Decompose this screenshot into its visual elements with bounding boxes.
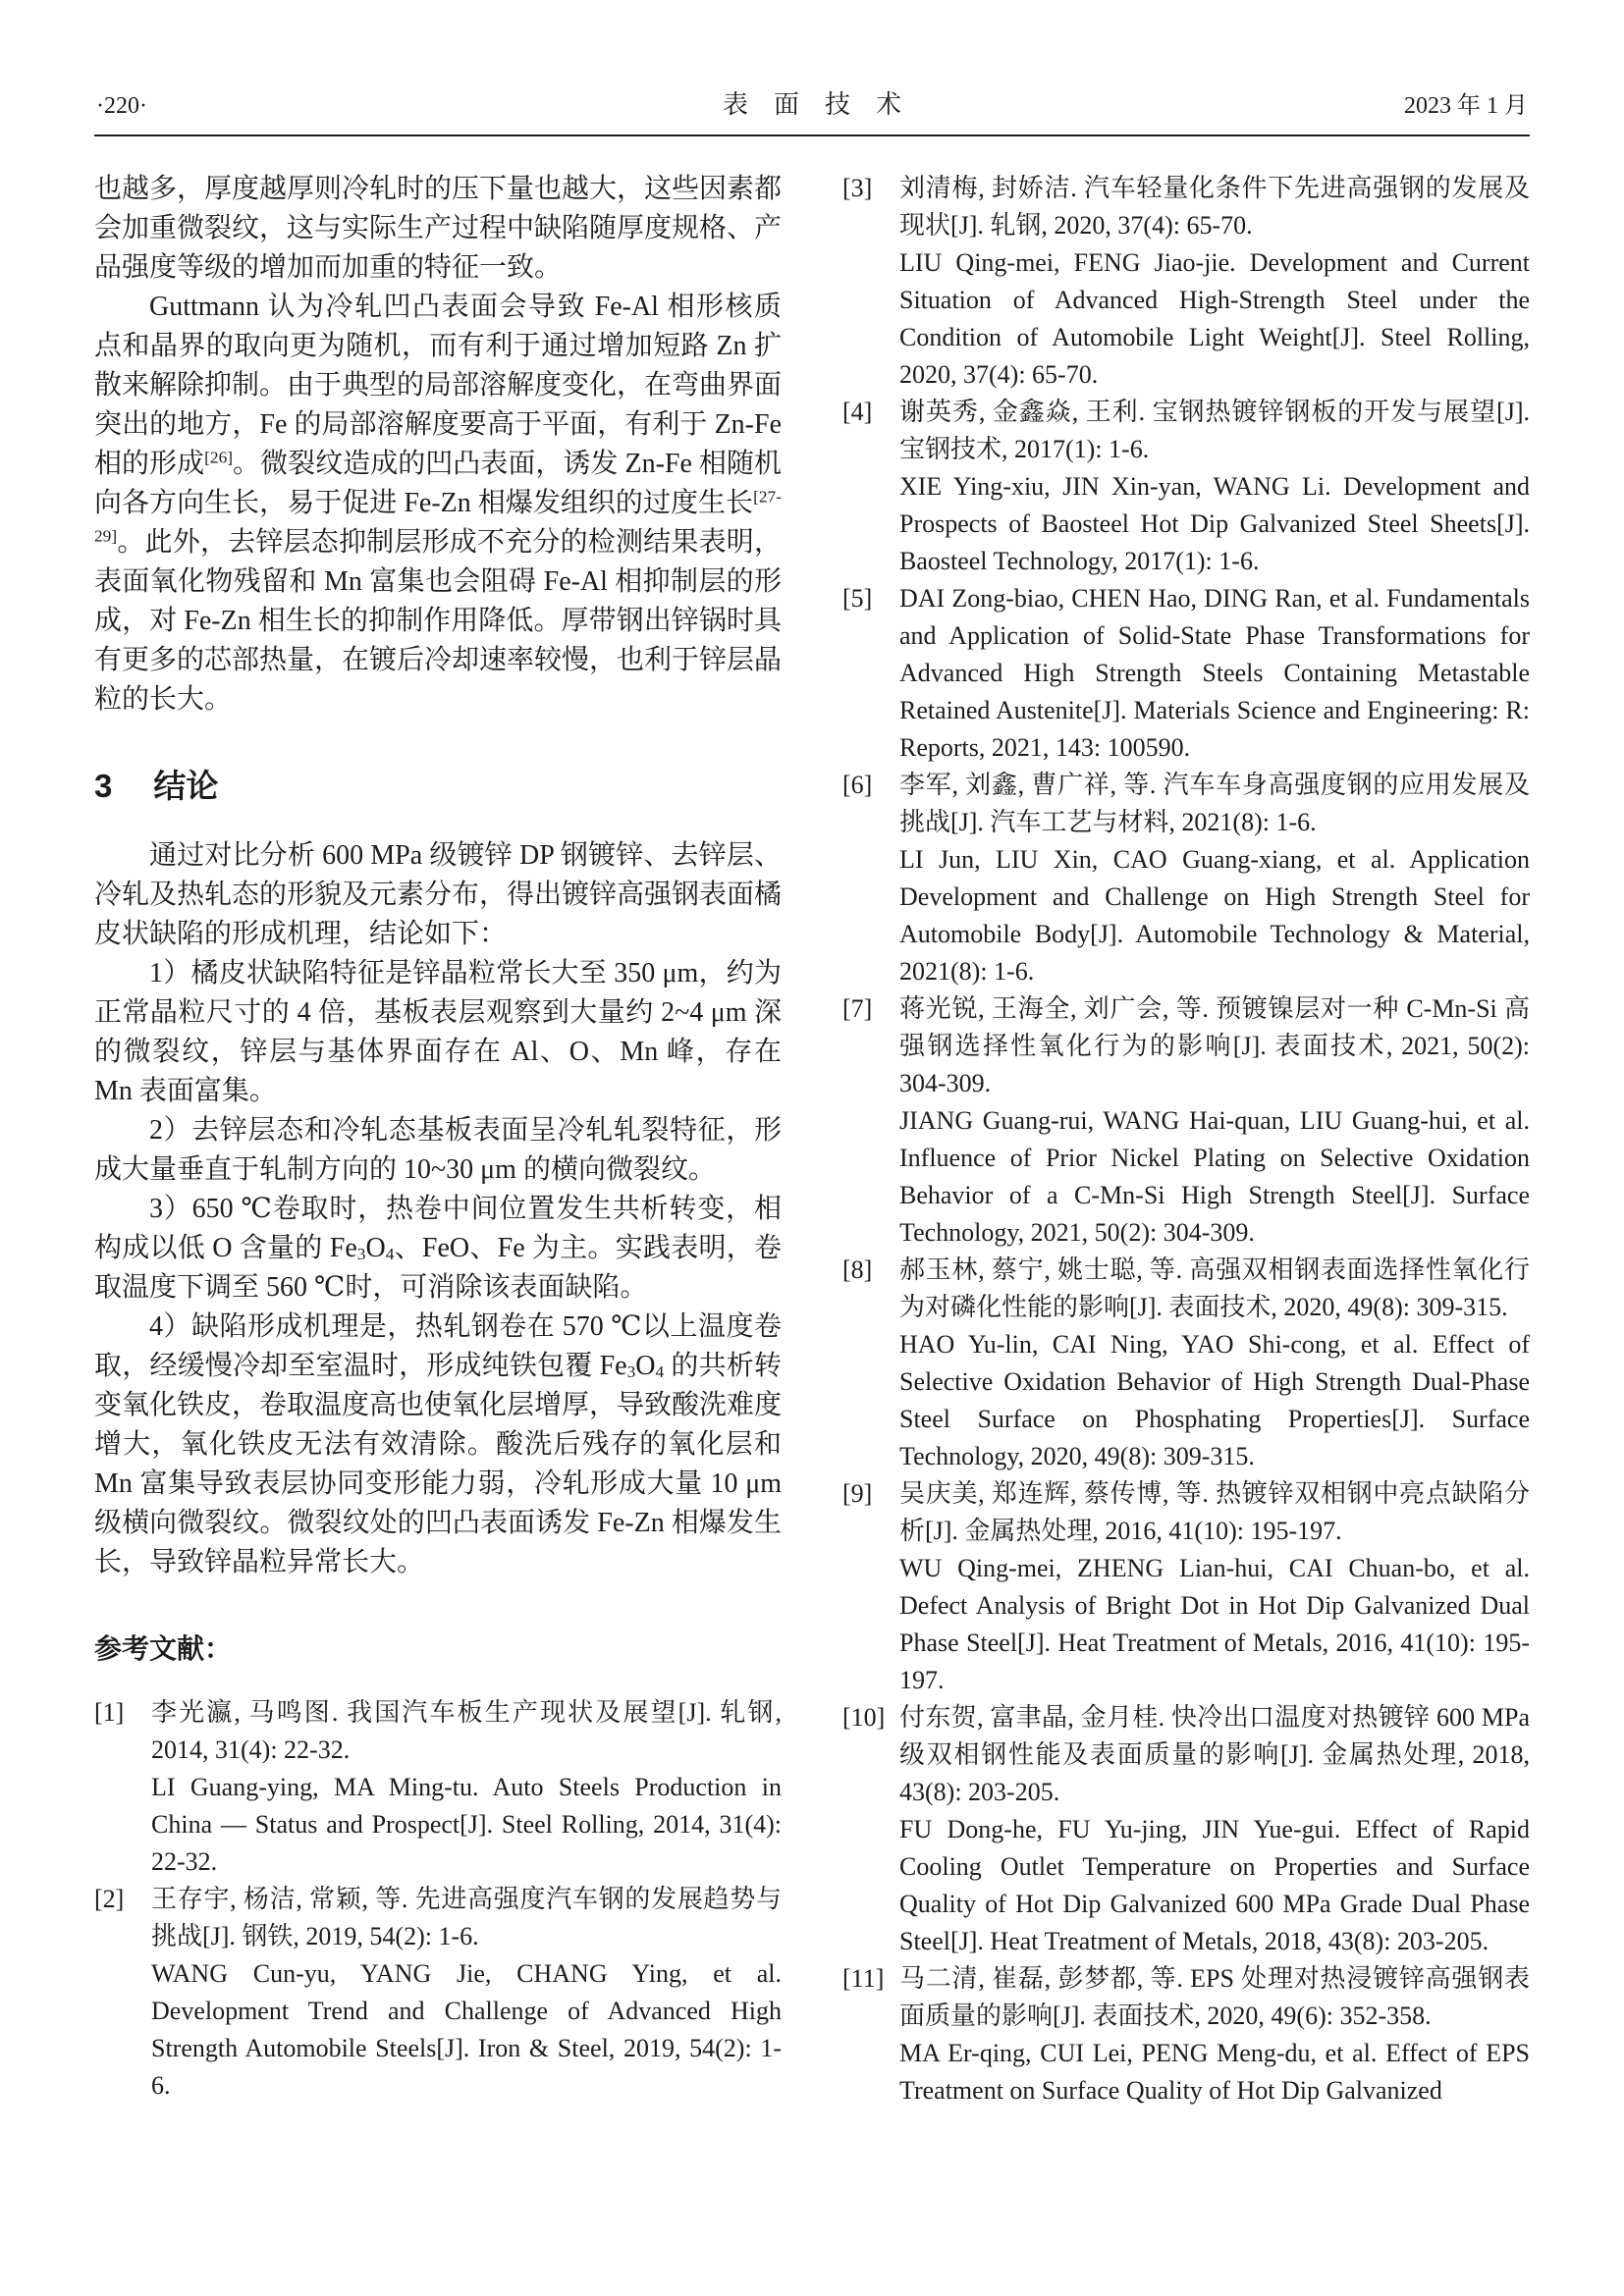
reference-number: [3] xyxy=(842,174,873,202)
journal-title: 表 面 技 术 xyxy=(722,90,901,119)
body-paragraph: 也越多，厚度越厚则冷轧时的压下量也越大，这些因素都会加重微裂纹，这与实际生产过程中缺陷随厚度规格、产品强度等级的增加而加重的特征一致。 xyxy=(94,174,783,283)
reference-number: [6] xyxy=(842,771,873,799)
page-number: ·220· xyxy=(96,93,147,119)
conclusion-paragraph: 2）去锌层态和冷轧态基板表面呈冷轧轧裂特征，形成大量垂直于轧制方向的 10~30 μm 的横向微裂纹。 xyxy=(94,1115,782,1185)
reference-item xyxy=(842,1252,1530,1475)
reference-citation-english: LIU Qing-mei, FENG Jiao-jie. Development and Current Situation of Advanced High-Strength Steel under the Condition of Automobile Light Weight[J]. Steel Rolling, 2020, 37(4): 65-70. xyxy=(899,248,1530,389)
reference-citation-chinese: 李光瀛, 马鸣图. 我国汽车板生产现状及展望[J]. 轧钢, 2014, 31(4): 22-32. xyxy=(151,1698,782,1764)
reference-body xyxy=(899,990,1530,1252)
reference-number: [5] xyxy=(842,584,873,613)
reference-body xyxy=(899,1699,1530,1960)
page-header xyxy=(94,84,1530,136)
reference-citation-english: LI Guang-ying, MA Ming-tu. Auto Steels Production in China — Status and Prospect[J]. Steel Rolling, 2014, 31(4): 22-32. xyxy=(151,1773,782,1876)
reference-item xyxy=(842,1960,1530,2109)
reference-citation-english: JIANG Guang-rui, WANG Hai-quan, LIU Guang-hui, et al. Influence of Prior Nickel Plating on Selective Oxidation Behavior of a C-Mn-Si High Strength Steel[J]. Surface Technology, 2021, 50(2): 304-309. xyxy=(899,1106,1530,1247)
reference-citation-chinese: 王存宇, 杨洁, 常颖, 等. 先进高强度汽车钢的发展趋势与挑战[J]. 钢铁, 2019, 54(2): 1-6. xyxy=(151,1885,782,1950)
body-paragraph: Guttmann 认为冷轧凹凸表面会导致 Fe-Al 相形核质点和晶界的取向更为随机，而有利于通过增加短路 Zn 扩散来解除抑制。由于典型的局部溶解度变化，在弯曲界面突出的地方，Fe 的局部溶解度要高于平面，有利于 Zn-Fe 相的形成[26]。微裂纹造成的凹凸表面，诱发 Zn-Fe 相随机向各方向生长，易于促进 Fe-Zn 相爆发组织的过度生长[27-29]。此外，去锌层态抑制层形成不充分的检测结果表明，表面氧化物残留和 Mn 富集也会阻碍 Fe-Al 相抑制层的形成，对 Fe-Zn 相生长的抑制作用降低。厚带钢出锌锅时具有更多的芯部热量，在镀后冷却速率较慢，也利于锌层晶粒的长大。 xyxy=(94,292,783,715)
issue-date: 2023 年 1 月 xyxy=(1404,93,1528,119)
reference-body xyxy=(899,1960,1530,2109)
page-body xyxy=(94,170,1530,2109)
reference-number: [8] xyxy=(842,1255,873,1284)
reference-number: [4] xyxy=(842,398,873,426)
reference-list-left xyxy=(94,1694,782,2105)
reference-item xyxy=(842,990,1530,1252)
reference-citation-english: WANG Cun-yu, YANG Jie, CHANG Ying, et al. Development Trend and Challenge of Advanced High Strength Automobile Steels[J]. Iron & Steel, 2019, 54(2): 1-6. xyxy=(151,1959,782,2100)
section-heading xyxy=(94,761,782,807)
references-heading: 参考文献： xyxy=(94,1633,233,1664)
reference-list-right xyxy=(842,170,1530,2109)
reference-citation-chinese: 蒋光锐, 王海全, 刘广会, 等. 预镀镍层对一种 C-Mn-Si 高强钢选择性氧化行为的影响[J]. 表面技术, 2021, 50(2): 304-309. xyxy=(899,994,1530,1097)
conclusion-paragraph: 通过对比分析 600 MPa 级镀锌 DP 钢镀锌、去锌层、冷轧及热轧态的形貌及元素分布，得出镀锌高强钢表面橘皮状缺陷的形成机理，结论如下： xyxy=(94,840,783,949)
reference-citation-english: LI Jun, LIU Xin, CAO Guang-xiang, et al. Application Development and Challenge on High Strength Steel for Automobile Body[J]. Automobile Technology & Material, 2021(8): 1-6. xyxy=(899,845,1530,986)
reference-citation-chinese: 刘清梅, 封娇洁. 汽车轻量化条件下先进高强钢的发展及现状[J]. 轧钢, 2020, 37(4): 65-70. xyxy=(899,174,1530,240)
reference-number: [2] xyxy=(94,1885,125,1913)
reference-citation-chinese: 吴庆美, 郑连辉, 蔡传博, 等. 热镀锌双相钢中亮点缺陷分析[J]. 金属热处理, 2016, 41(10): 195-197. xyxy=(899,1479,1530,1545)
reference-item xyxy=(842,580,1530,767)
reference-body xyxy=(899,580,1530,767)
reference-item xyxy=(842,394,1530,580)
reference-number: [7] xyxy=(842,994,873,1023)
reference-number: [9] xyxy=(842,1479,873,1508)
reference-citation-english: WU Qing-mei, ZHENG Lian-hui, CAI Chuan-bo, et al. Defect Analysis of Bright Dot in Hot Dip Galvanized Dual Phase Steel[J]. Heat Treatment of Metals, 2016, 41(10): 195-197. xyxy=(899,1554,1530,1694)
reference-citation-chinese: 李军, 刘鑫, 曹广祥, 等. 汽车车身高强度钢的应用发展及挑战[J]. 汽车工艺与材料, 2021(8): 1-6. xyxy=(899,771,1530,836)
reference-number: [11] xyxy=(842,1964,885,1993)
reference-item xyxy=(842,767,1530,990)
reference-body xyxy=(151,1694,782,1881)
reference-body xyxy=(899,170,1530,394)
conclusion-paragraph: 4）缺陷形成机理是，热轧钢卷在 570 ℃以上温度卷取，经缓慢冷却至室温时，形成纯铁包覆 $Fe_3O_4$ 的共析转变氧化铁皮，卷取温度高也使氧化层增厚，导致酸洗难度增大，氧化铁皮无法有效清除。酸洗后残存的氧化层和 Mn 富集导致表层协同变形能力弱，冷轧形成大量 10 μm 级横向微裂纹。微裂纹处的凹凸表面诱发 Fe-Zn 相爆发生长，导致锌晶粒异常长大。 xyxy=(94,1311,783,1577)
reference-number: [1] xyxy=(94,1698,125,1727)
reference-citation-chinese: 郝玉林, 蔡宁, 姚士聪, 等. 高强双相钢表面选择性氧化行为对磷化性能的影响[J]. 表面技术, 2020, 49(8): 309-315. xyxy=(899,1255,1530,1321)
reference-item xyxy=(842,1475,1530,1699)
reference-item xyxy=(94,1881,782,2105)
reference-body xyxy=(899,767,1530,990)
reference-body xyxy=(899,1475,1530,1699)
reference-citation-english: DAI Zong-biao, CHEN Hao, DING Ran, et al. Fundamentals and Application of Solid-State Phase Transformations for Advanced High Strength Steels Containing Metastable Retained Austenite[J]. Materials Science and Engineering: R: Reports, 2021, 143: 100590. xyxy=(899,584,1530,762)
reference-item xyxy=(842,170,1530,394)
reference-body xyxy=(899,1252,1530,1475)
reference-number: [10] xyxy=(842,1703,886,1732)
right-column xyxy=(842,170,1530,2109)
reference-body xyxy=(151,1881,782,2105)
reference-citation-english: XIE Ying-xiu, JIN Xin-yan, WANG Li. Development and Prospects of Baosteel Hot Dip Galvanized Steel Sheets[J]. Baosteel Technology, 2017(1): 1-6. xyxy=(899,472,1530,575)
conclusion-paragraph: 3）650 ℃卷取时，热卷中间位置发生共析转变，相构成以低 O 含量的 $Fe_3O_4$、FeO、Fe 为主。实践表明，卷取温度下调至 560 ℃时，可消除该表面缺陷。 xyxy=(94,1194,782,1303)
reference-citation-english: FU Dong-he, FU Yu-jing, JIN Yue-gui. Effect of Rapid Cooling Outlet Temperature on Properties and Surface Quality of Hot Dip Galvanized 600 MPa Grade Dual Phase Steel[J]. Heat Treatment of Metals, 2018, 43(8): 203-205. xyxy=(899,1815,1530,1955)
reference-citation-chinese: 付东贺, 富聿晶, 金月桂. 快冷出口温度对热镀锌 600 MPa 级双相钢性能及表面质量的影响[J]. 金属热处理, 2018, 43(8): 203-205. xyxy=(899,1703,1530,1806)
section-title: 结论 xyxy=(153,768,219,804)
reference-item xyxy=(94,1694,782,1881)
reference-body xyxy=(899,394,1530,580)
reference-item xyxy=(842,1699,1530,1960)
reference-citation-chinese: 谢英秀, 金鑫焱, 王利. 宝钢热镀锌钢板的开发与展望[J]. 宝钢技术, 2017(1): 1-6. xyxy=(899,398,1530,463)
section-number: 3 xyxy=(94,768,113,804)
reference-citation-chinese: 马二清, 崔磊, 彭梦都, 等. EPS 处理对热浸镀锌高强钢表面质量的影响[J]. 表面技术, 2020, 49(6): 352-358. xyxy=(899,1964,1530,2030)
reference-citation-english: MA Er-qing, CUI Lei, PENG Meng-du, et al. Effect of EPS Treatment on Surface Quality of Hot Dip Galvanized xyxy=(899,2039,1530,2105)
left-column xyxy=(94,170,782,2109)
conclusion-paragraph: 1）橘皮状缺陷特征是锌晶粒常长大至 350 μm，约为正常晶粒尺寸的 4 倍，基板表层观察到大量约 2~4 μm 深的微裂纹，锌层与基体界面存在 Al、O、Mn 峰，存在 Mn 表面富集。 xyxy=(94,958,782,1106)
reference-citation-english: HAO Yu-lin, CAI Ning, YAO Shi-cong, et al. Effect of Selective Oxidation Behavior of High Strength Dual-Phase Steel Surface on Phosphating Properties[J]. Surface Technology, 2020, 49(8): 309-315. xyxy=(899,1330,1530,1470)
